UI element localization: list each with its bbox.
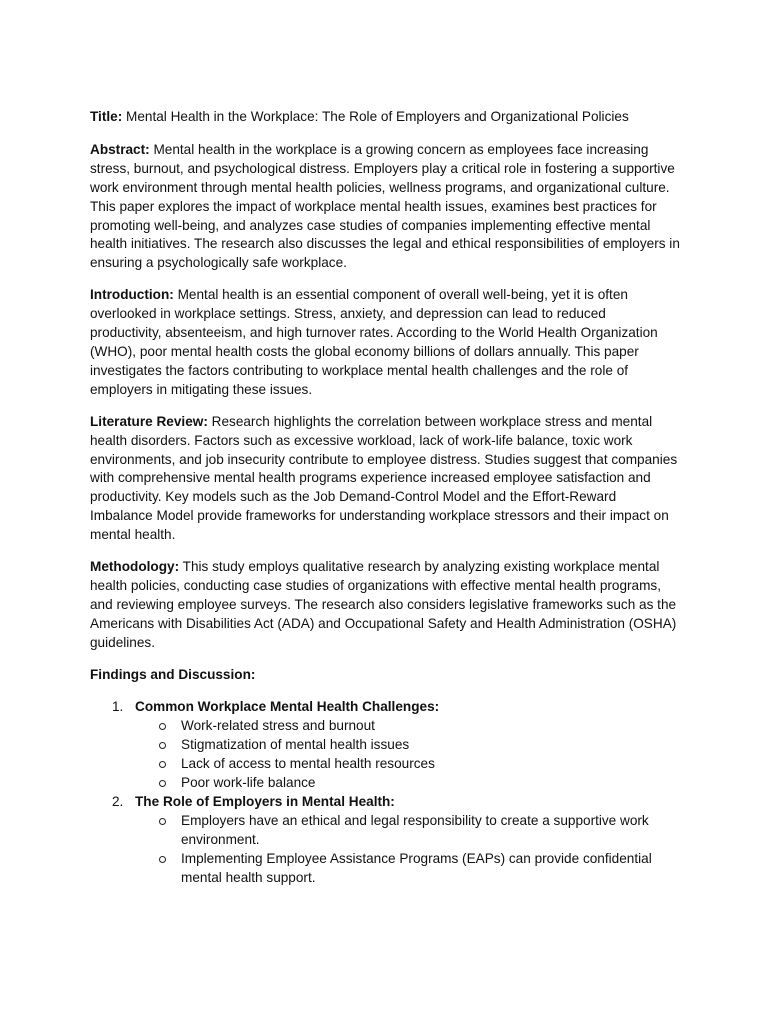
title-text: Mental Health in the Workplace: The Role of Employers and Organizational Policies [126,109,629,124]
hollow-circle-bullet-icon [159,723,166,730]
list-item [135,717,680,736]
hollow-circle-bullet-icon [159,856,166,863]
findings-heading: Findings and Discussion: [90,666,256,682]
hollow-circle-bullet-icon [159,818,166,825]
hollow-circle-bullet-icon [159,780,166,787]
introduction-paragraph [90,286,680,399]
hollow-circle-bullet-icon [159,761,166,768]
literature-review-label: Literature Review: [90,413,208,429]
methodology-paragraph [90,558,680,653]
list-item-text: Employers have an ethical and legal responsibility to create a supportive work environment. [181,812,649,847]
abstract-label: Abstract: [90,141,150,157]
list-item-text: Stigmatization of mental health issues [181,737,410,753]
abstract-paragraph [90,141,680,273]
list-item-text: Work-related stress and burnout [181,718,375,734]
list-item [135,850,680,888]
methodology-text: This study employs qualitative research by analyzing existing workplace mental health policies, conducting case studies of organizations with effective mental health programs, and reviewing employee surveys. The research also considers legislative frameworks such as the Americans with Disabilities Act (ADA) and Occupational Safety and Health Administration (OSHA) guidelines. [90,559,677,650]
list-item [135,736,680,755]
list-item [135,812,680,850]
findings-item-heading: The Role of Employers in Mental Health: [135,794,395,809]
findings-list [90,698,680,887]
list-item [135,774,680,793]
hollow-circle-bullet-icon [159,742,166,749]
title-paragraph [90,108,680,127]
list-item [135,755,680,774]
findings-item [90,698,680,793]
list-item-text: Lack of access to mental health resources [181,756,435,772]
title-label: Title: [90,109,123,124]
methodology-label: Methodology: [90,559,180,575]
literature-review-paragraph [90,413,680,545]
list-item-text: Poor work-life balance [181,775,316,791]
bullet-list [135,812,680,888]
document-page [90,108,680,888]
findings-item-heading: Common Workplace Mental Health Challenges: [135,699,440,715]
literature-review-text: Research highlights the correlation between workplace stress and mental health disorders. Factors such as excessive workload, lack of work-life balance, toxic work environments, and job insecurity contribute to employee distress. Studies suggest that companies with comprehensive mental health programs experience increased employee satisfaction and productivity. Key models such as the Job Demand-Control Model and the Effort-Reward Imbalance Model provide frameworks for understanding workplace stressors and their impact on mental health. [90,413,678,543]
list-number: 1. [112,699,124,715]
introduction-text: Mental health is an essential component of overall well-being, yet it is often overlooked in workplace settings. Stress, anxiety, and depression can lead to reduced productivity, absenteeism, and high turnover rates. According to the World Health Organization (WHO), poor mental health costs the global economy billions of dollars annually. This paper investigates the factors contributing to workplace mental health challenges and the role of employers in mitigating these issues. [90,287,658,397]
bullet-list [135,717,680,793]
list-item-text: Implementing Employee Assistance Programs (EAPs) can provide confidential mental health support. [181,850,652,885]
abstract-text: Mental health in the workplace is a growing concern as employees face increasing stress, burnout, and psychological distress. Employers play a critical role in fostering a supportive work environment through mental health policies, wellness programs, and organizational culture. This paper explores the impact of workplace mental health issues, examines best practices for promoting well-being, and analyzes case studies of companies implementing effective mental health initiatives. The research also discusses the legal and ethical responsibilities of employers in ensuring a psychologically safe workplace. [90,141,680,271]
findings-item [90,793,680,888]
list-number: 2. [112,794,124,809]
introduction-label: Introduction: [90,287,174,303]
